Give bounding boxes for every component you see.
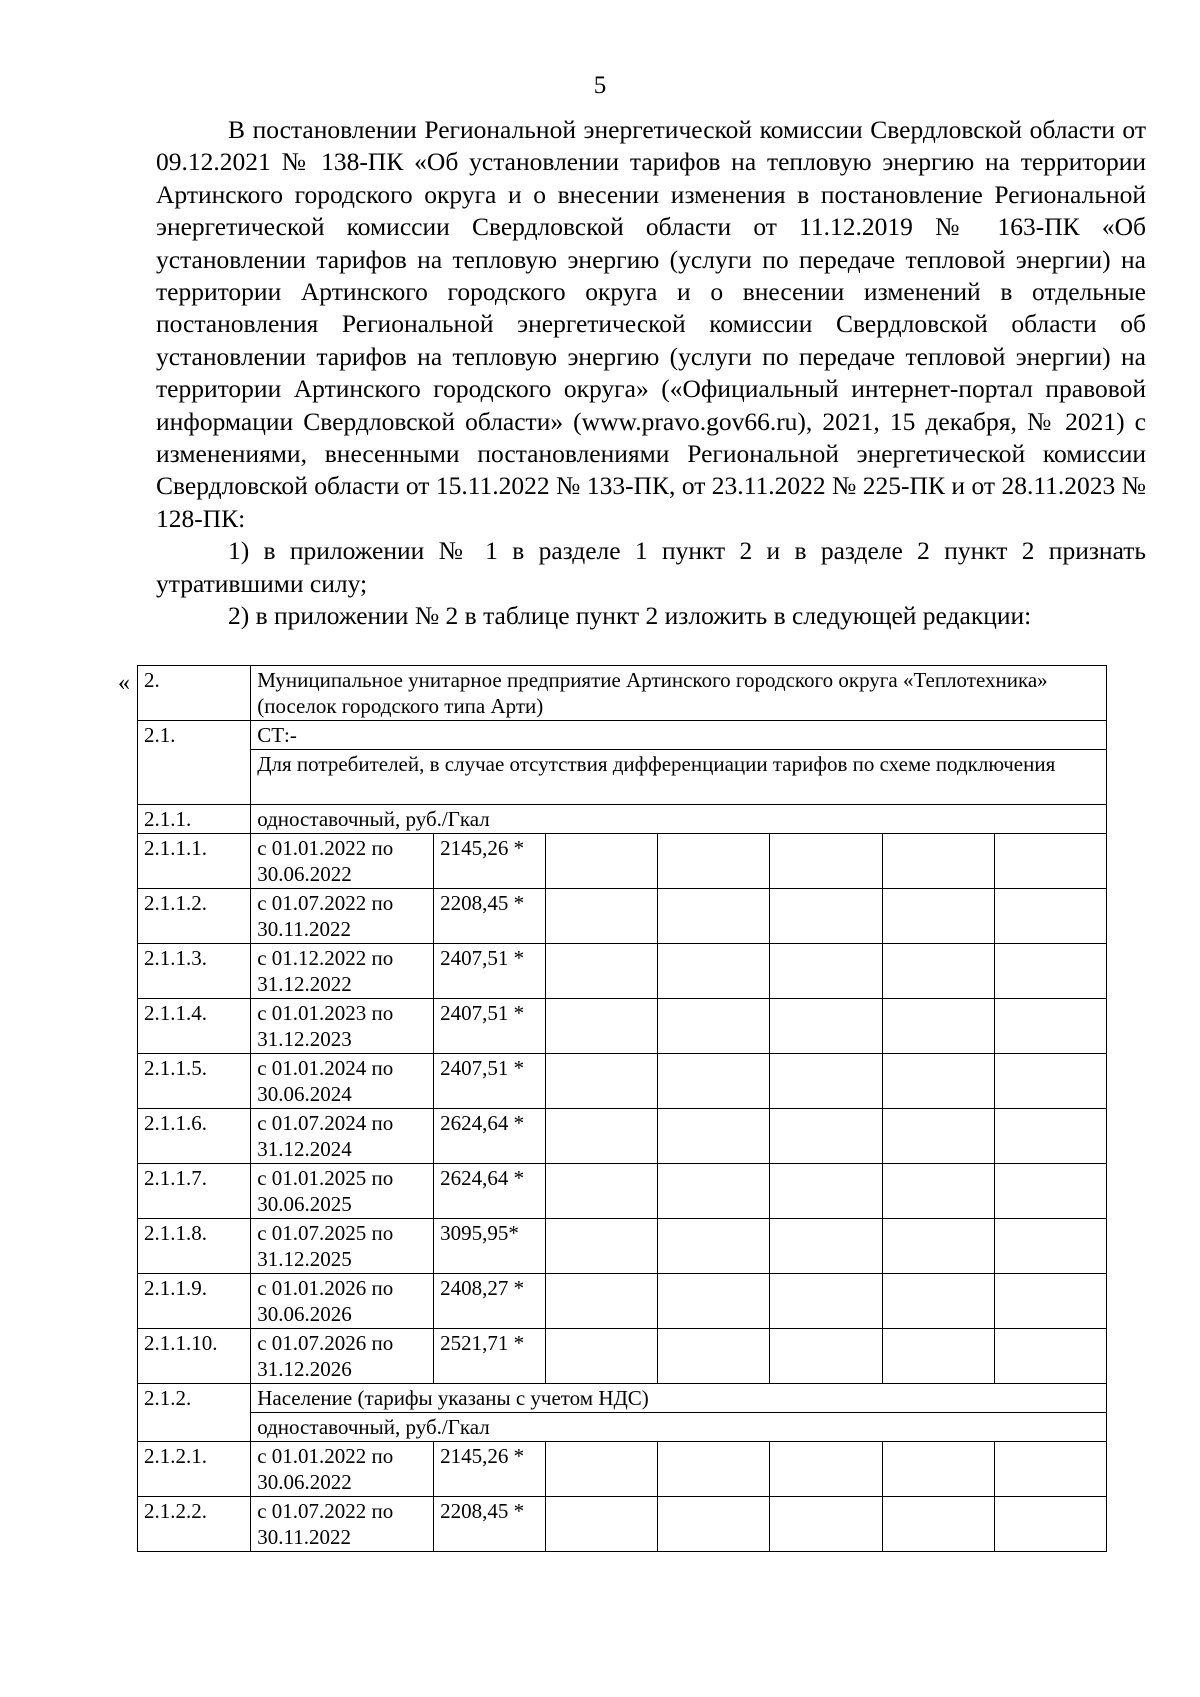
- empty-cell: [546, 1274, 658, 1329]
- table-row: [138, 1274, 1107, 1329]
- tariff-value-cell: 2521,71 *: [434, 1329, 546, 1384]
- empty-cell: [546, 834, 658, 889]
- empty-cell: [658, 1497, 770, 1552]
- empty-cell: [546, 999, 658, 1054]
- empty-cell: [546, 1109, 658, 1164]
- empty-cell: [994, 834, 1106, 889]
- tariff-table: [137, 665, 1107, 1552]
- tariff-value-cell: 2145,26 *: [434, 1442, 546, 1497]
- empty-cell: [994, 1497, 1106, 1552]
- empty-cell: [770, 1329, 882, 1384]
- empty-cell: [770, 1442, 882, 1497]
- empty-cell: [658, 999, 770, 1054]
- empty-cell: [994, 1109, 1106, 1164]
- table-row-single-rate: [138, 805, 1107, 834]
- empty-cell: [882, 944, 994, 999]
- table-row: [138, 1442, 1107, 1497]
- row-number-cell: 2.1.1.9.: [138, 1274, 251, 1329]
- opening-quote-mark: «: [118, 670, 130, 696]
- row-number-cell: 2.1.1.5.: [138, 1054, 251, 1109]
- empty-cell: [994, 1442, 1106, 1497]
- empty-cell: [770, 1164, 882, 1219]
- empty-cell: [770, 1274, 882, 1329]
- tariff-value-cell: 2624,64 *: [434, 1164, 546, 1219]
- table-row: [138, 1164, 1107, 1219]
- table-row: [138, 889, 1107, 944]
- empty-cell: [546, 1164, 658, 1219]
- empty-cell: [994, 1219, 1106, 1274]
- paragraph-item-2: 2) в приложении № 2 в таблице пункт 2 изложить в следующей редакции:: [228, 601, 1032, 631]
- tariff-value-cell: 2407,51 *: [434, 999, 546, 1054]
- empty-cell: [882, 1329, 994, 1384]
- table-row-st: [138, 721, 1107, 750]
- period-cell: с 01.07.2022 по 30.11.2022: [251, 889, 434, 944]
- period-cell: с 01.01.2025 по 30.06.2025: [251, 1164, 434, 1219]
- row-number-cell: 2.1.2.2.: [138, 1497, 251, 1552]
- table-row: [138, 1054, 1107, 1109]
- empty-cell: [658, 834, 770, 889]
- empty-cell: [882, 1164, 994, 1219]
- row-number-cell: 2.1.1.2.: [138, 889, 251, 944]
- row-number-cell: 2.1.1.6.: [138, 1109, 251, 1164]
- empty-cell: [882, 1274, 994, 1329]
- period-cell: с 01.01.2024 по 30.06.2024: [251, 1054, 434, 1109]
- empty-cell: [770, 1054, 882, 1109]
- empty-cell: [994, 944, 1106, 999]
- org-number-cell: 2.: [138, 666, 251, 721]
- empty-cell: [770, 889, 882, 944]
- empty-cell: [994, 1164, 1106, 1219]
- period-cell: с 01.07.2026 по 31.12.2026: [251, 1329, 434, 1384]
- empty-cell: [882, 999, 994, 1054]
- table-row: [138, 1497, 1107, 1552]
- empty-cell: [994, 889, 1106, 944]
- row-number-cell: 2.1.1.3.: [138, 944, 251, 999]
- empty-cell: [546, 1497, 658, 1552]
- empty-cell: [546, 1054, 658, 1109]
- period-cell: с 01.01.2023 по 31.12.2023: [251, 999, 434, 1054]
- population-rate-label-cell: одноставочный, руб./Гкал: [251, 1413, 1107, 1442]
- empty-cell: [770, 1219, 882, 1274]
- tariff-value-cell: 2208,45 *: [434, 1497, 546, 1552]
- empty-cell: [882, 1497, 994, 1552]
- row-number-cell: 2.1.1.7.: [138, 1164, 251, 1219]
- empty-cell: [770, 1109, 882, 1164]
- table-row: [138, 834, 1107, 889]
- empty-cell: [658, 1274, 770, 1329]
- empty-cell: [882, 1219, 994, 1274]
- empty-cell: [658, 1329, 770, 1384]
- row-number-cell: 2.1.1.1.: [138, 834, 251, 889]
- empty-cell: [658, 1219, 770, 1274]
- table-row: [138, 999, 1107, 1054]
- table-row-population: [138, 1384, 1107, 1413]
- page-number: 5: [593, 72, 607, 99]
- empty-cell: [882, 1442, 994, 1497]
- empty-cell: [658, 944, 770, 999]
- empty-cell: [770, 1497, 882, 1552]
- tariff-value-cell: 3095,95*: [434, 1219, 546, 1274]
- tariff-value-cell: 2408,27 *: [434, 1274, 546, 1329]
- empty-cell: [882, 1109, 994, 1164]
- row-number-cell: 2.1.1.4.: [138, 999, 251, 1054]
- body-text: [156, 114, 1146, 633]
- empty-cell: [770, 834, 882, 889]
- empty-cell: [994, 999, 1106, 1054]
- row-number-cell: 2.1.1.8.: [138, 1219, 251, 1274]
- period-cell: с 01.07.2025 по 31.12.2025: [251, 1219, 434, 1274]
- paragraph-amendment-intro: В постановлении Региональной энергетической комиссии Свердловской области от 09.12.2021 № 138-ПК «Об установлении тарифов на тепловую энергию на территории Артинского городского округа и о внесении изменения в постановление Региональной энергетической комиссии Свердловской области от 11.12.2019 № 163-ПК «Об установлении тарифов на тепловую энергию (услуги по передаче тепловой энергии) на территории Артинского городского округа и о внесении изменений в отдельные постановления Региональной энергетической комиссии Свердловской области об установлении тарифов на тепловую энергию (услуги по передаче тепловой энергии) на территории Артинского городского округа» («Официальный интернет-портал правовой информации Свердловской области» (www.pravo.gov66.ru), 2021, 15 декабря, № 2021) с изменениями, внесенными постановлениями Региональной энергетической комиссии Свердловской области от 15.11.2022 № 133-ПК, от 23.11.2022 № 225-ПК и от 28.11.2023 № 128-ПК:: [156, 115, 1146, 533]
- table-row-population-rate: [138, 1413, 1107, 1442]
- paragraph-item-1: 1) в приложении № 1 в разделе 1 пункт 2 и в разделе 2 пункт 2 признать утратившими силу;: [156, 536, 1146, 598]
- table-row-organization: [138, 666, 1107, 721]
- tariff-value-cell: 2145,26 *: [434, 834, 546, 889]
- empty-cell: [658, 1109, 770, 1164]
- table-row: [138, 1109, 1107, 1164]
- empty-cell: [546, 1219, 658, 1274]
- empty-cell: [882, 889, 994, 944]
- empty-cell: [994, 1054, 1106, 1109]
- consumers-label-cell: Для потребителей, в случае отсутствия дифференциации тарифов по схеме подключения: [251, 750, 1107, 805]
- period-cell: с 01.07.2024 по 31.12.2024: [251, 1109, 434, 1164]
- empty-cell: [882, 1054, 994, 1109]
- table-row-consumers: [138, 750, 1107, 805]
- tariff-value-cell: 2407,51 *: [434, 944, 546, 999]
- period-cell: с 01.12.2022 по 31.12.2022: [251, 944, 434, 999]
- period-cell: с 01.01.2022 по 30.06.2022: [251, 1442, 434, 1497]
- tariff-value-cell: 2208,45 *: [434, 889, 546, 944]
- period-cell: с 01.07.2022 по 30.11.2022: [251, 1497, 434, 1552]
- empty-cell: [994, 1274, 1106, 1329]
- empty-cell: [770, 999, 882, 1054]
- population-label-cell: Население (тарифы указаны с учетом НДС): [251, 1384, 1107, 1413]
- empty-cell: [882, 834, 994, 889]
- single-rate-number-cell: 2.1.1.: [138, 805, 251, 834]
- empty-cell: [658, 1442, 770, 1497]
- row-number-cell: 2.1.2.1.: [138, 1442, 251, 1497]
- empty-cell: [658, 889, 770, 944]
- table-row: [138, 944, 1107, 999]
- tariff-value-cell: 2624,64 *: [434, 1109, 546, 1164]
- empty-cell: [658, 1054, 770, 1109]
- period-cell: с 01.01.2022 по 30.06.2022: [251, 834, 434, 889]
- table-row: [138, 1329, 1107, 1384]
- population-number-cell: 2.1.2.: [138, 1384, 251, 1442]
- org-name-cell: Муниципальное унитарное предприятие Артинского городского округа «Теплотехника» (поселок городского типа Арти): [251, 666, 1107, 721]
- empty-cell: [546, 1329, 658, 1384]
- empty-cell: [546, 1442, 658, 1497]
- row-number-cell: 2.1.1.10.: [138, 1329, 251, 1384]
- empty-cell: [770, 944, 882, 999]
- table-row: [138, 1219, 1107, 1274]
- empty-cell: [658, 1164, 770, 1219]
- tariff-value-cell: 2407,51 *: [434, 1054, 546, 1109]
- empty-cell: [546, 889, 658, 944]
- period-cell: с 01.01.2026 по 30.06.2026: [251, 1274, 434, 1329]
- empty-cell: [546, 944, 658, 999]
- st-label-cell: СТ:-: [251, 721, 1107, 750]
- single-rate-label-cell: одноставочный, руб./Гкал: [251, 805, 1107, 834]
- st-number-cell: 2.1.: [138, 721, 251, 805]
- empty-cell: [994, 1329, 1106, 1384]
